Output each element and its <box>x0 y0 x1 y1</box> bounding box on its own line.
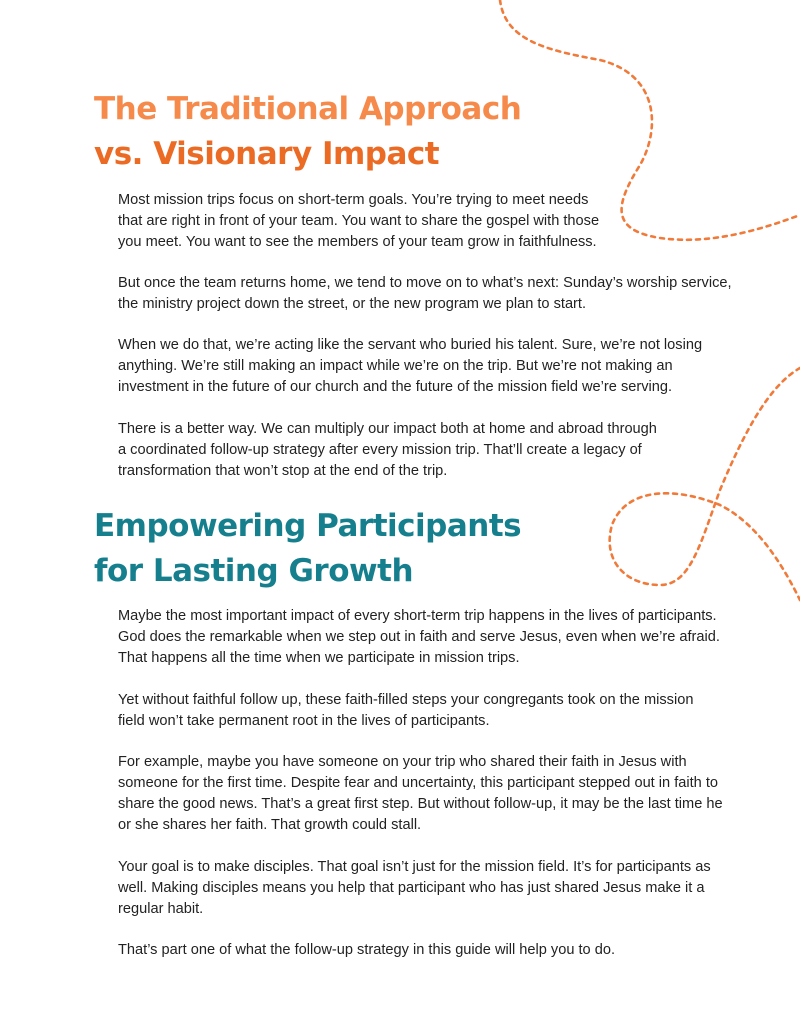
text-line: or she shares her faith. That growth could stall. <box>118 817 422 833</box>
text-line: That’s part one of what the follow-up strategy in this guide will help you to do. <box>118 942 616 958</box>
text-line: field won’t take permanent root in the lives of participants. <box>118 713 490 729</box>
text-line: transformation that won’t stop at the end of the trip. <box>118 463 448 479</box>
paragraph <box>118 419 718 482</box>
text-line: But once the team returns home, we tend to move on to what’s next: Sunday’s worship service, <box>118 275 732 291</box>
paragraph <box>118 335 718 398</box>
paragraph <box>118 940 718 961</box>
text-line: well. Making disciples means you help that participant who has just shared Jesus make it a <box>118 880 705 896</box>
paragraph <box>118 190 718 253</box>
text-line: For example, maybe you have someone on your trip who shared their faith in Jesus with <box>118 754 687 770</box>
text-line: the ministry project down the street, or the new program we plan to start. <box>118 296 587 312</box>
section-heading-empowering-participants <box>94 504 521 594</box>
heading-line: The Traditional Approach <box>94 91 522 127</box>
text-line: Yet without faithful follow up, these faith-filled steps your congregants took on the mission <box>118 692 694 708</box>
paragraph <box>118 690 718 732</box>
text-line: When we do that, we’re acting like the servant who buried his talent. Sure, we’re not losing <box>118 337 703 353</box>
heading-line: vs. Visionary Impact <box>94 136 440 172</box>
text-line: investment in the future of our church and the future of the mission field we’re serving. <box>118 379 673 395</box>
section-heading-traditional-approach <box>94 87 521 177</box>
heading-line: Empowering Participants <box>94 508 522 544</box>
text-line: share the good news. That’s a great first step. But without follow-up, it may be the last time he <box>118 796 723 812</box>
paragraph <box>118 752 723 836</box>
text-line: God does the remarkable when we step out in faith and serve Jesus, even when we’re afraid. <box>118 629 720 645</box>
text-line: someone for the first time. Despite fear and uncertainty, this participant stepped out in faith to <box>118 775 719 791</box>
text-line: Your goal is to make disciples. That goal isn’t just for the mission field. It’s for participants as <box>118 859 711 875</box>
text-line: that are right in front of your team. You want to share the gospel with those <box>118 213 600 229</box>
paragraph <box>118 273 732 315</box>
text-line: Most mission trips focus on short-term goals. You’re trying to meet needs <box>118 192 589 208</box>
text-line: a coordinated follow-up strategy after every mission trip. That’ll create a legacy of <box>118 442 642 458</box>
text-line: regular habit. <box>118 901 204 917</box>
text-line: There is a better way. We can multiply our impact both at home and abroad through <box>118 421 657 437</box>
paragraph <box>118 606 718 669</box>
dotted-loop-middle-right <box>610 368 800 600</box>
paragraph <box>118 857 718 920</box>
text-line: you meet. You want to see the members of your team grow in faithfulness. <box>118 234 597 250</box>
text-line: anything. We’re still making an impact while we’re on the trip. But we’re not making an <box>118 358 673 374</box>
text-line: Maybe the most important impact of every short-term trip happens in the lives of participants. <box>118 608 717 624</box>
heading-line: for Lasting Growth <box>94 553 414 589</box>
text-line: That happens all the time when we participate in mission trips. <box>118 650 520 666</box>
